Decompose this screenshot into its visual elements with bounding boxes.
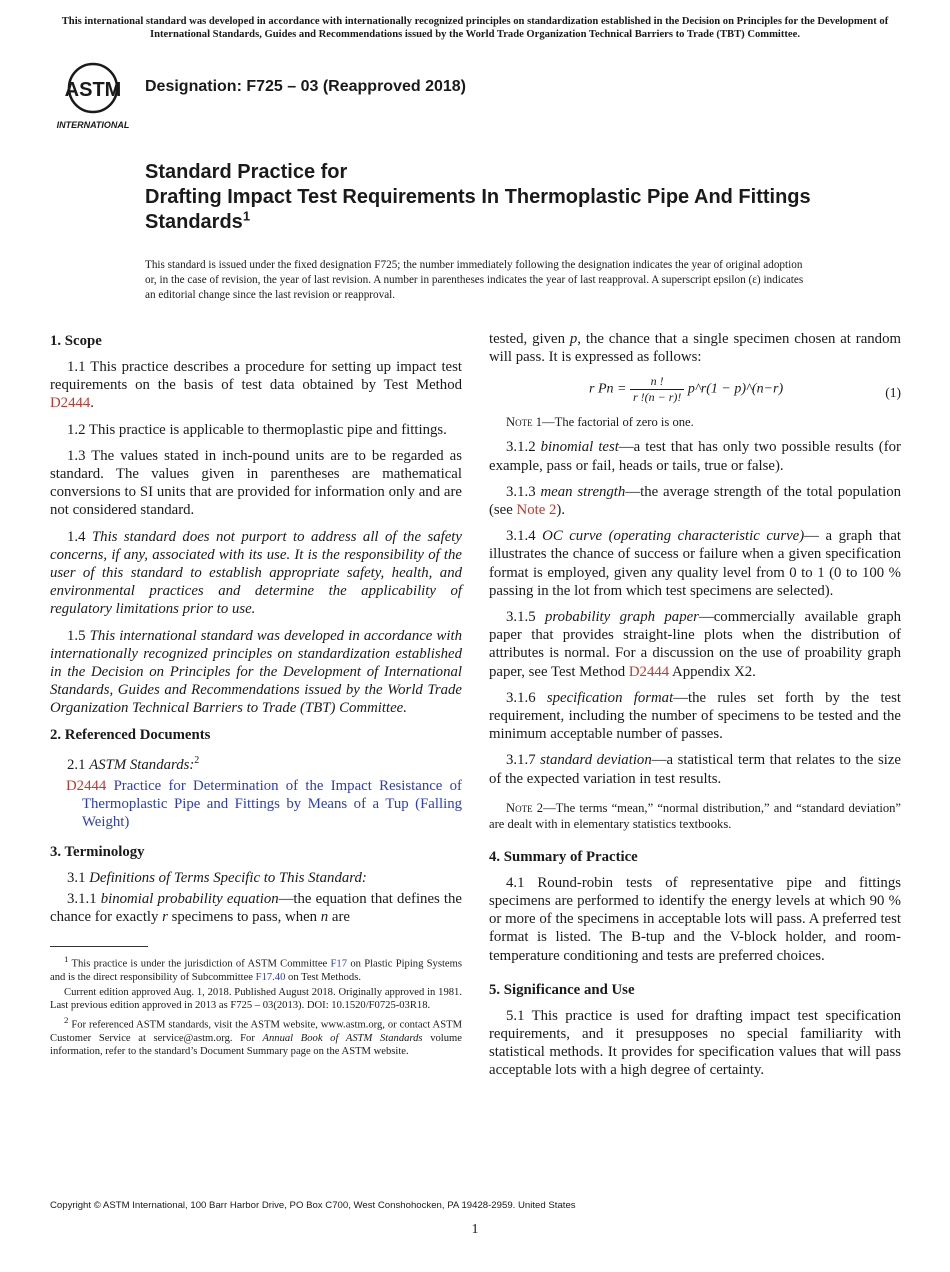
footnote-1-text-b: on Plastic Piping Systems and is the direct responsibility of Subcommittee xyxy=(50,958,462,983)
reference-entry[interactable] xyxy=(50,777,462,832)
para-3-1-4 xyxy=(489,527,901,600)
section-heading-terminology: 3. Terminology xyxy=(50,844,145,861)
para-1-1-text: 1.1 This practice describes a procedure for setting up impact test requirements on the basis of test data obtained by Test Method xyxy=(50,359,462,394)
para-3-1-5-number: 3.1.5 xyxy=(506,609,546,626)
para-5-1: 5.1 This practice is used for drafting impact test specification requirements, and it presupposes no special familiarity with statistical methods. It provides for specification values that will pass acceptable lots with a high degree of certainty. xyxy=(489,1007,901,1079)
para-2-1-text: ASTM Standards: xyxy=(89,756,195,773)
para-3-1-5-text-b: Appendix X2. xyxy=(669,663,756,680)
link-note-2[interactable]: Note 2 xyxy=(516,502,557,519)
title-footnote-mark: 1 xyxy=(242,208,251,224)
para-2-1-number: 2.1 xyxy=(67,756,90,773)
note-1-text: 1—The factorial of zero is one. xyxy=(532,415,694,430)
para-1-3: 1.3 The values stated in inch-pound units are to be regarded as standard. The values given in parentheses are mathematical conversions to SI units that are provided for information only and are not considered standard. xyxy=(50,447,462,519)
para-3-1-3-text-a: —the average strength of the total population (see xyxy=(489,483,902,519)
para-1-1-end: . xyxy=(90,395,94,412)
footnote-1 xyxy=(50,953,462,984)
para-3-1-5-text-a: —commercially available graph paper that provides straight-line plots when the distribution of attributes is normal. For a discussion on the use of proability graph paper, see Test Method xyxy=(489,609,901,680)
para-1-4-number: 1.4 xyxy=(67,528,92,545)
para-3-1 xyxy=(50,869,462,887)
footnotes xyxy=(50,953,462,1058)
para-3-1-1-continued xyxy=(489,330,901,366)
para-3-1-1-text-b: specimens to pass, when xyxy=(167,908,321,925)
para-3-1-7 xyxy=(489,751,901,787)
para-1-5-text: This international standard was developed in accordance with internationally recognized principles on standardization established in the Decision on Principles for the Development of International Standards, Guides and Recommendations issued by the World Trade Organization Technical Barriers to Trade (TBT) Committee. xyxy=(50,627,462,717)
right-column xyxy=(489,330,901,1088)
reference-title[interactable]: Practice for Determination of the Impact Resistance of Thermoplastic Pipe and Fittings by Means of a Tup (Falling Weight) xyxy=(82,777,462,831)
section-heading-significance: 5. Significance and Use xyxy=(489,981,635,998)
link-d2444[interactable]: D2444 xyxy=(50,395,91,412)
para-1-5 xyxy=(50,627,462,718)
term-binomial-probability-equation: binomial probability equation xyxy=(100,890,279,907)
para-3-1-1-text-c: are xyxy=(328,908,350,925)
equation-fraction xyxy=(630,374,684,405)
para-3-1-4-number: 3.1.4 xyxy=(506,528,543,545)
para-3-1-number: 3.1 xyxy=(67,870,90,887)
para-1-1 xyxy=(50,358,462,413)
para-3-1-5 xyxy=(489,608,901,681)
footnote-2 xyxy=(50,1014,462,1058)
document-title xyxy=(145,160,865,235)
link-d2444-appendix[interactable]: D2444 xyxy=(628,663,670,680)
astm-logo xyxy=(52,60,134,132)
section-heading-scope: 1. Scope xyxy=(50,333,102,349)
para-3-1-6-number: 3.1.6 xyxy=(506,689,547,706)
equation-1 xyxy=(489,370,901,408)
para-3-1-1-text-a: —the equation that defines the chance for exactly xyxy=(50,890,462,925)
logo-subtitle: INTERNATIONAL xyxy=(56,120,130,130)
note-2-text: 2—The terms “mean,” “normal distribution,” and “standard deviation” are dealt with in elementary statistics textbooks. xyxy=(489,800,901,831)
term-mean-strength: mean strength xyxy=(540,483,626,500)
para-1-5-number: 1.5 xyxy=(67,627,90,644)
para-3-1-3-text-b: ). xyxy=(556,502,566,519)
copyright-footer: Copyright © ASTM International, 100 Barr Harbor Drive, PO Box C700, West Conshohocken, PA 19428-2959. United States xyxy=(50,1200,576,1211)
para-1-2: 1.2 This practice is applicable to thermoplastic pipe and fittings. xyxy=(67,421,447,438)
para-3-1-3-number: 3.1.3 xyxy=(506,483,541,500)
fraction-numerator: n ! xyxy=(630,374,684,390)
para-1-4-text: This standard does not purport to address all of the safety concerns, if any, associated with its use. It is the responsibility of the user of this standard to establish appropriate safety, health, and environmental practices and determine the applicability of regulatory limitations prior to use. xyxy=(50,528,462,618)
para-3-1-2-text: —a test that has only two possible results (for example, pass or fail, heads or tails, true or false). xyxy=(489,439,901,474)
var-r: r xyxy=(162,908,168,925)
para-3-1-2-number: 3.1.2 xyxy=(506,439,541,456)
para-3-1-6-text: —the rules set forth by the test requirement, including the number of specimens to be tested and the minimum acceptable number of passes. xyxy=(489,689,901,743)
footnote-2-italic: Annual Book of ASTM Standards xyxy=(262,1033,423,1045)
footnote-2-mark: 2 xyxy=(64,1015,69,1026)
para-3-1-1-number: 3.1.1 xyxy=(67,890,101,907)
term-oc-curve: OC curve (operating characteristic curve) xyxy=(542,528,805,545)
para-1-4 xyxy=(50,528,462,619)
term-standard-deviation: standard deviation xyxy=(540,752,652,769)
footnote-1-mark: 1 xyxy=(64,954,69,964)
continued-text-a: tested, given xyxy=(489,331,570,347)
note-1 xyxy=(489,414,901,430)
note-1-label: Note xyxy=(506,415,533,430)
para-3-1-7-number: 3.1.7 xyxy=(506,752,541,769)
section-heading-summary: 4. Summary of Practice xyxy=(489,848,638,865)
equation-body xyxy=(589,374,783,405)
footnote-1-text-c: on Test Methods. xyxy=(285,971,361,983)
footnote-1-edition: Current edition approved Aug. 1, 2018. Published August 2018. Originally approved in 1981. Last previous edition approved in 2013 as F725 – 03(2013). DOI: 10.1520/F0725-03R18. xyxy=(50,986,462,1012)
footnote-2-text-a: For referenced ASTM standards, visit the ASTM website, www.astm.org, or contact ASTM Customer Service at service@astm.org. For xyxy=(50,1019,462,1045)
para-3-1-4-text: — a graph that illustrates the chance of success or failure when a given specification format is employed, given any quality level from 0 to 1 (0 to 100 % passing in the lot from which test specimens are selected). xyxy=(489,528,902,599)
equation-lhs: r Pn = xyxy=(589,382,627,398)
left-column xyxy=(50,330,462,1060)
issuance-note: This standard is issued under the fixed designation F725; the number immediately following the designation indicates the year of original adoption or, in the case of revision, the year of last revision. A number in parentheses indicates the year of last reapproval. A superscript epsilon (ε) indicates an editorial change since the last revision or reapproval. xyxy=(145,259,804,301)
para-3-1-7-text: —a statistical term that relates to the size of the expected variation in test results. xyxy=(489,752,901,787)
note-2 xyxy=(489,800,901,832)
top-notice: This international standard was developed in accordance with internationally recognized principles on standardization established in the Decision on Principles for the Development of International Standards, Guides and Recommendations issued by the World Trade Organization Technical Barriers to Trade (TBT) Committee. xyxy=(61,16,889,40)
link-f17[interactable]: F17 xyxy=(330,958,348,970)
para-3-1-6 xyxy=(489,689,901,744)
title-main: Drafting Impact Test Requirements In Thermoplastic Pipe And Fittings Standards xyxy=(145,186,811,233)
para-4-1: 4.1 Round-robin tests of representative pipe and fittings specimens are performed to identify the energy levels at which 90 % or more of the specimens in acceptable lots will pass. A preferred test format is listed. The B-tup and the V-block holder, and room-temperature conditioning and tests are preferred choices. xyxy=(489,874,901,964)
equation-rhs: p^r(1 − p)^(n−r) xyxy=(687,382,784,398)
note-2-label: Note xyxy=(506,800,533,815)
term-binomial-test: binomial test xyxy=(540,439,619,456)
title-line-2 xyxy=(145,185,865,235)
var-n: n xyxy=(320,908,329,925)
para-3-1-3 xyxy=(489,483,901,519)
var-p: p xyxy=(569,331,578,347)
section-heading-referenced-documents: 2. Referenced Documents xyxy=(50,726,211,743)
term-specification-format: specification format xyxy=(546,689,674,706)
para-2-1 xyxy=(50,752,462,774)
para-3-1-1 xyxy=(50,890,462,926)
designation: Designation: F725 – 03 (Reapproved 2018) xyxy=(145,78,466,95)
link-f17-40[interactable]: F17.40 xyxy=(255,971,286,983)
continued-text-b: , the chance that a single specimen chosen at random will pass. It is expressed as follows: xyxy=(489,331,901,366)
footnote-mark-2: 2 xyxy=(194,754,200,766)
equation-number: (1) xyxy=(885,385,901,401)
para-3-1-2 xyxy=(489,438,901,474)
para-3-1-text: Definitions of Terms Specific to This Standard: xyxy=(89,870,367,887)
logo-letters: ASTM xyxy=(64,79,122,101)
page-number: 1 xyxy=(471,1222,479,1237)
footnote-2-text-b: volume information, refer to the standard’s Document Summary page on the ASTM website. xyxy=(50,1033,462,1058)
footnote-1-text-a: This practice is under the jurisdiction of ASTM Committee xyxy=(68,958,331,970)
footnote-divider xyxy=(50,946,148,947)
fraction-denominator: r !(n − r)! xyxy=(632,390,682,405)
term-probability-graph-paper: probability graph paper xyxy=(545,609,699,626)
reference-code[interactable]: D2444 xyxy=(66,777,107,794)
title-line-1: Standard Practice for xyxy=(145,161,348,183)
